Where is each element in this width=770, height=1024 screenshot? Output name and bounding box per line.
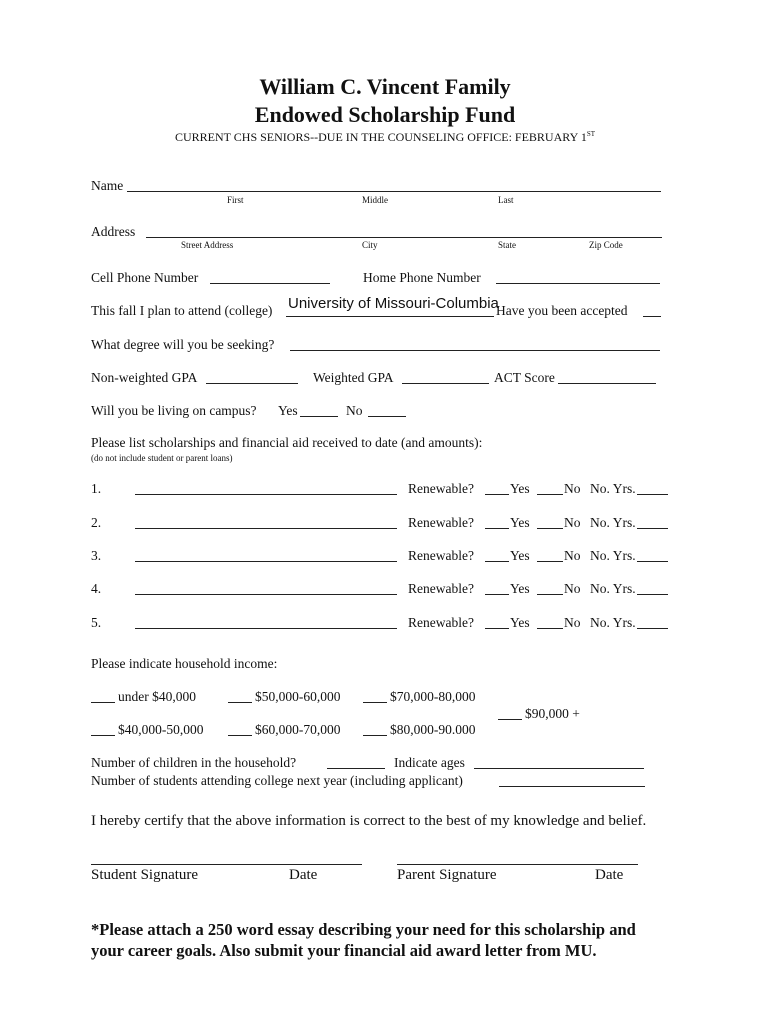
degree-field[interactable] [290, 350, 660, 351]
cell-phone-field[interactable] [210, 283, 330, 284]
income-80-90k-check[interactable] [363, 735, 387, 736]
scholarship-row-number: 5. [91, 615, 102, 630]
income-80-90k: $80,000-90.000 [390, 722, 476, 737]
accepted-field[interactable] [643, 316, 661, 317]
scholarship-row-number: 1. [91, 481, 102, 496]
income-under-40k-check[interactable] [91, 702, 115, 703]
income-40-50k: $40,000-50,000 [118, 722, 204, 737]
student-signature-label: Student Signature [91, 867, 199, 883]
students-label: Number of students attending college next year (including applicant) [91, 773, 463, 788]
accepted-label: Have you been accepted [496, 303, 628, 318]
student-signature-line[interactable] [91, 864, 362, 865]
footer-line-2: your career goals. Also submit your financial aid award letter from MU. [91, 941, 597, 960]
income-50-60k-check[interactable] [228, 702, 252, 703]
renewable-no-field[interactable] [537, 594, 563, 595]
scholarship-row-number: 2. [91, 515, 102, 530]
scholarship-name-field[interactable] [135, 628, 397, 629]
years-label: No. Yrs. [590, 481, 636, 496]
address-state-caption: State [498, 240, 516, 250]
nonweighted-gpa-field[interactable] [206, 383, 298, 384]
college-label: This fall I plan to attend (college) [91, 303, 273, 318]
renewable-yes-field[interactable] [485, 628, 509, 629]
renewable-no-label: No [564, 581, 581, 596]
years-label: No. Yrs. [590, 581, 636, 596]
parent-signature-line[interactable] [397, 864, 638, 865]
address-label: Address [91, 224, 136, 239]
act-score-label: ACT Score [494, 370, 555, 385]
income-70-80k-check[interactable] [363, 702, 387, 703]
name-first-caption: First [227, 195, 244, 205]
name-middle-caption: Middle [362, 195, 388, 205]
weighted-gpa-field[interactable] [402, 383, 489, 384]
renewable-label: Renewable? [408, 515, 474, 530]
renewable-no-label: No [564, 481, 581, 496]
years-label: No. Yrs. [590, 515, 636, 530]
renewable-label: Renewable? [408, 615, 474, 630]
student-date-label: Date [289, 867, 318, 883]
campus-no-label: No [346, 403, 363, 418]
income-90k-plus: $90,000 + [525, 706, 580, 721]
renewable-yes-label: Yes [510, 548, 530, 563]
ages-field[interactable] [474, 768, 644, 769]
campus-question: Will you be living on campus? [91, 403, 257, 418]
scholarships-note: (do not include student or parent loans) [91, 453, 233, 463]
title-line-1: William C. Vincent Family [259, 74, 511, 99]
address-field[interactable] [146, 237, 662, 238]
certify-statement: I hereby certify that the above information is correct to the best of my knowledge and belief. [91, 813, 647, 829]
children-field[interactable] [327, 768, 385, 769]
home-phone-field[interactable] [496, 283, 660, 284]
income-50-60k: $50,000-60,000 [255, 689, 341, 704]
name-last-caption: Last [498, 195, 514, 205]
years-label: No. Yrs. [590, 615, 636, 630]
renewable-label: Renewable? [408, 481, 474, 496]
renewable-yes-label: Yes [510, 615, 530, 630]
home-phone-label: Home Phone Number [363, 270, 481, 285]
subtitle-text: CURRENT CHS SENIORS--DUE IN THE COUNSELING OFFICE: FEBRUARY 1 [175, 130, 587, 144]
renewable-yes-field[interactable] [485, 528, 509, 529]
years-field[interactable] [637, 628, 668, 629]
income-70-80k: $70,000-80,000 [390, 689, 476, 704]
renewable-yes-label: Yes [510, 581, 530, 596]
renewable-label: Renewable? [408, 581, 474, 596]
college-value: University of Missouri-Columbia [288, 295, 499, 312]
scholarship-name-field[interactable] [135, 494, 397, 495]
renewable-no-label: No [564, 515, 581, 530]
renewable-yes-label: Yes [510, 481, 530, 496]
address-city-caption: City [362, 240, 378, 250]
renewable-label: Renewable? [408, 548, 474, 563]
income-60-70k: $60,000-70,000 [255, 722, 341, 737]
years-field[interactable] [637, 528, 668, 529]
renewable-no-label: No [564, 615, 581, 630]
years-label: No. Yrs. [590, 548, 636, 563]
income-under-40k: under $40,000 [118, 689, 196, 704]
campus-yes-field[interactable] [300, 416, 338, 417]
income-90k-plus-check[interactable] [498, 719, 522, 720]
college-field[interactable] [286, 316, 494, 317]
scholarship-row-number: 4. [91, 581, 102, 596]
subtitle-sup: ST [586, 130, 595, 138]
address-street-caption: Street Address [181, 240, 234, 250]
renewable-no-field[interactable] [537, 494, 563, 495]
years-field[interactable] [637, 561, 668, 562]
renewable-no-label: No [564, 548, 581, 563]
scholarship-name-field[interactable] [135, 561, 397, 562]
scholarship-name-field[interactable] [135, 528, 397, 529]
subtitle [0, 130, 770, 145]
renewable-no-field[interactable] [537, 528, 563, 529]
cell-phone-label: Cell Phone Number [91, 270, 199, 285]
act-score-field[interactable] [558, 383, 656, 384]
renewable-yes-field[interactable] [485, 494, 509, 495]
renewable-yes-field[interactable] [485, 561, 509, 562]
address-zip-caption: Zip Code [589, 240, 623, 250]
renewable-no-field[interactable] [537, 628, 563, 629]
income-prompt: Please indicate household income: [91, 656, 278, 671]
children-label: Number of children in the household? [91, 755, 297, 770]
years-field[interactable] [637, 594, 668, 595]
renewable-yes-field[interactable] [485, 594, 509, 595]
renewable-no-field[interactable] [537, 561, 563, 562]
scholarships-prompt: Please list scholarships and financial aid received to date (and amounts): [91, 435, 483, 450]
name-field[interactable] [127, 191, 661, 192]
campus-no-field[interactable] [368, 416, 406, 417]
renewable-yes-label: Yes [510, 515, 530, 530]
parent-signature-label: Parent Signature [397, 867, 497, 883]
weighted-gpa-label: Weighted GPA [313, 370, 394, 385]
scholarship-row-number: 3. [91, 548, 102, 563]
income-60-70k-check[interactable] [228, 735, 252, 736]
nonweighted-gpa-label: Non-weighted GPA [91, 370, 198, 385]
scholarship-name-field[interactable] [135, 594, 397, 595]
footer-line-1: *Please attach a 250 word essay describing your need for this scholarship and [91, 920, 636, 939]
name-label: Name [91, 178, 124, 193]
income-40-50k-check[interactable] [91, 735, 115, 736]
title-line-2: Endowed Scholarship Fund [254, 102, 516, 127]
ages-label: Indicate ages [394, 755, 465, 770]
years-field[interactable] [637, 494, 668, 495]
campus-yes-label: Yes [278, 403, 298, 418]
students-field[interactable] [499, 786, 645, 787]
degree-label: What degree will you be seeking? [91, 337, 275, 352]
parent-date-label: Date [595, 867, 624, 883]
